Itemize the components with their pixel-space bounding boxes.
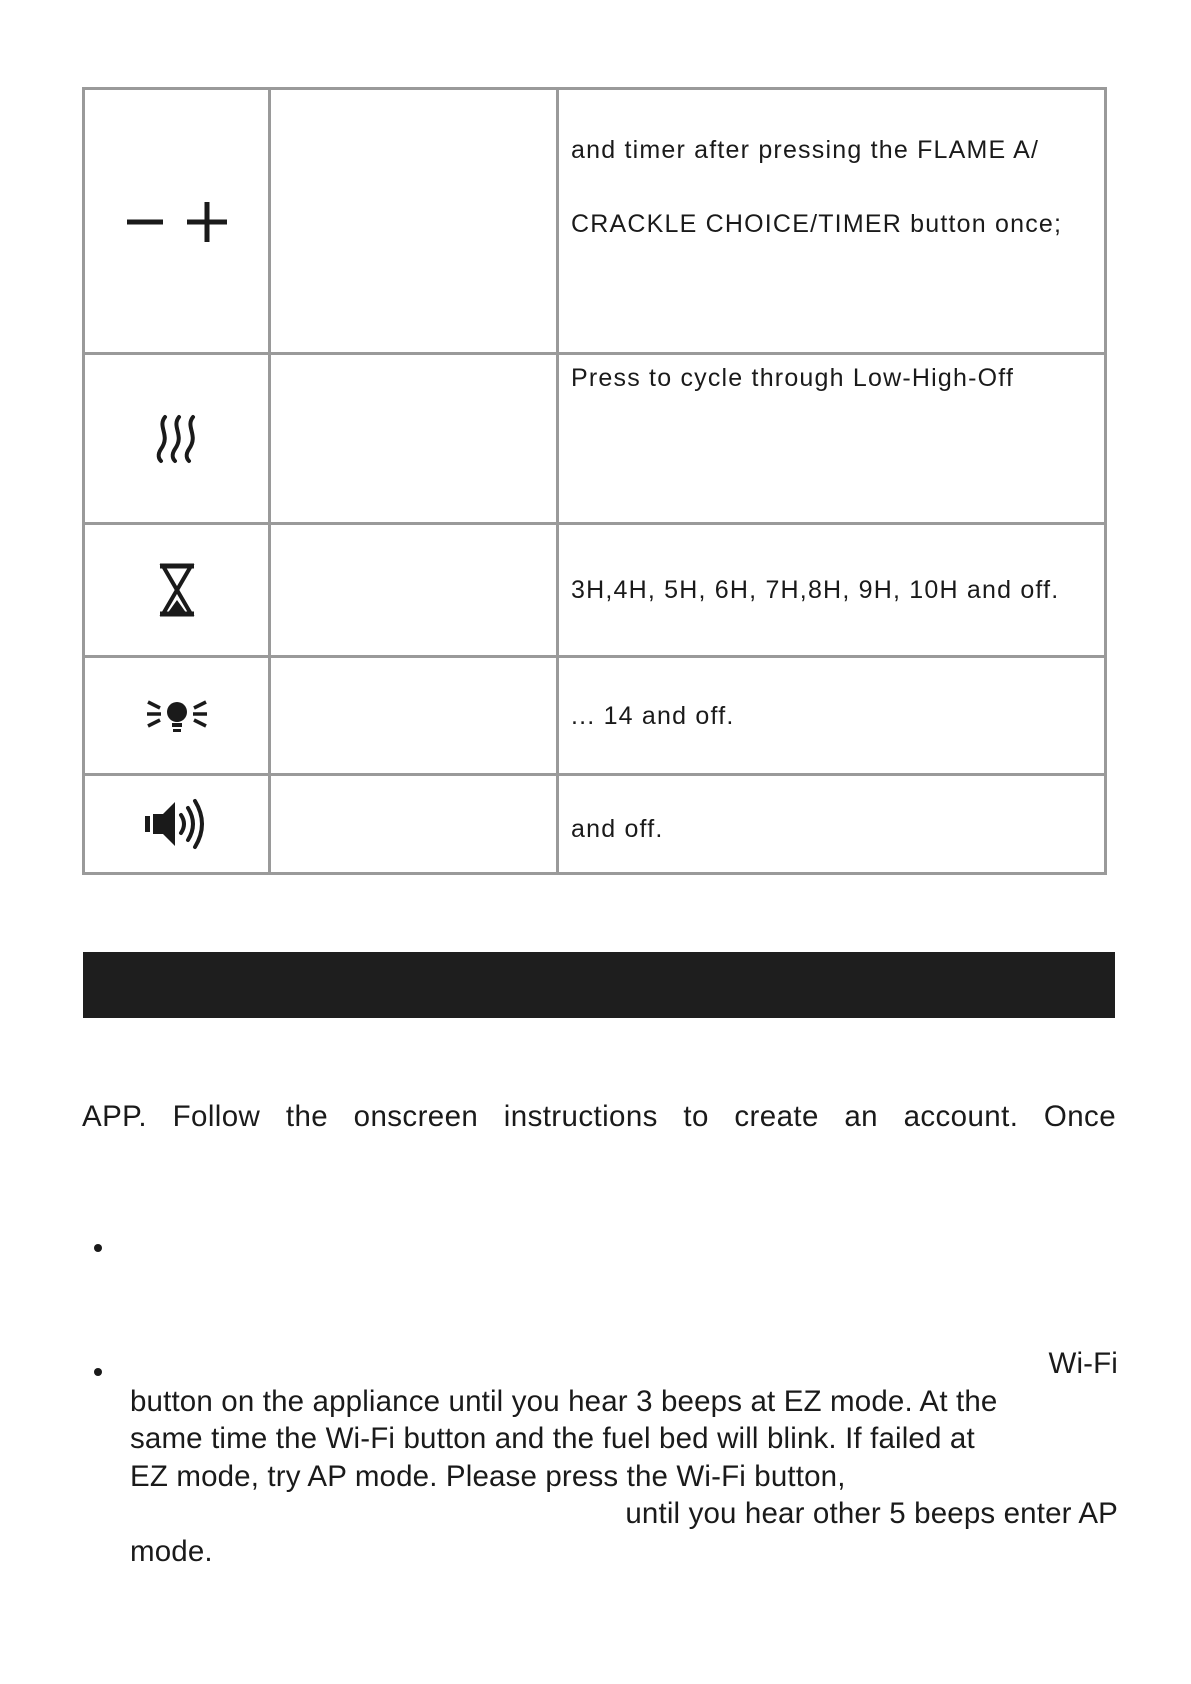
bullet-text-line: Wi-Fi (1048, 1347, 1118, 1380)
hourglass-timer-icon (152, 560, 202, 620)
description-line: ... 14 and off. (571, 701, 735, 730)
description-line: and timer after pressing the FLAME A/ (571, 136, 1040, 164)
bullet-text-line: until you hear other 5 beeps enter AP (625, 1497, 1118, 1530)
bullet-text-line: mode. (130, 1535, 213, 1568)
bullet-text-line: same time the Wi-Fi button and the fuel bed will blink. If failed at (130, 1422, 975, 1455)
table-row (84, 657, 1106, 775)
description-line: CRACKLE CHOICE/TIMER button once; (571, 210, 1063, 238)
description-cell (558, 524, 1106, 657)
description-cell (558, 657, 1106, 775)
description-cell (558, 354, 1106, 524)
name-cell (270, 775, 558, 874)
heat-waves-icon (147, 409, 207, 469)
app-instructions-paragraph: APP. Follow the onscreen instructions to create an account. Once (82, 1100, 1116, 1133)
description-line: and off. (571, 815, 664, 843)
name-cell (270, 354, 558, 524)
speaker-volume-icon (141, 794, 213, 854)
bullet-point (94, 1244, 102, 1252)
name-cell (270, 657, 558, 775)
table-row (84, 89, 1106, 354)
section-header-bar (83, 952, 1115, 1018)
bullet-point (94, 1368, 102, 1376)
description-cell (558, 89, 1106, 354)
name-cell (270, 89, 558, 354)
controls-table (82, 87, 1107, 875)
table-row (84, 354, 1106, 524)
icon-cell (84, 524, 270, 657)
icon-cell (84, 354, 270, 524)
minus-plus-icon (117, 191, 237, 251)
table-row (84, 524, 1106, 657)
description-cell (558, 775, 1106, 874)
table-row (84, 775, 1106, 874)
icon-cell (84, 657, 270, 775)
icon-cell (84, 89, 270, 354)
description-line: Press to cycle through Low-High-Off (571, 364, 1015, 392)
description-line: 3H,4H, 5H, 6H, 7H,8H, 9H, 10H and off. (571, 576, 1060, 604)
name-cell (270, 524, 558, 657)
icon-cell (84, 775, 270, 874)
light-bulb-icon (144, 692, 210, 740)
bullet-text-line: EZ mode, try AP mode. Please press the Wi-Fi button, (130, 1460, 846, 1493)
bullet-text-line: button on the appliance until you hear 3 beeps at EZ mode. At the (130, 1385, 998, 1418)
